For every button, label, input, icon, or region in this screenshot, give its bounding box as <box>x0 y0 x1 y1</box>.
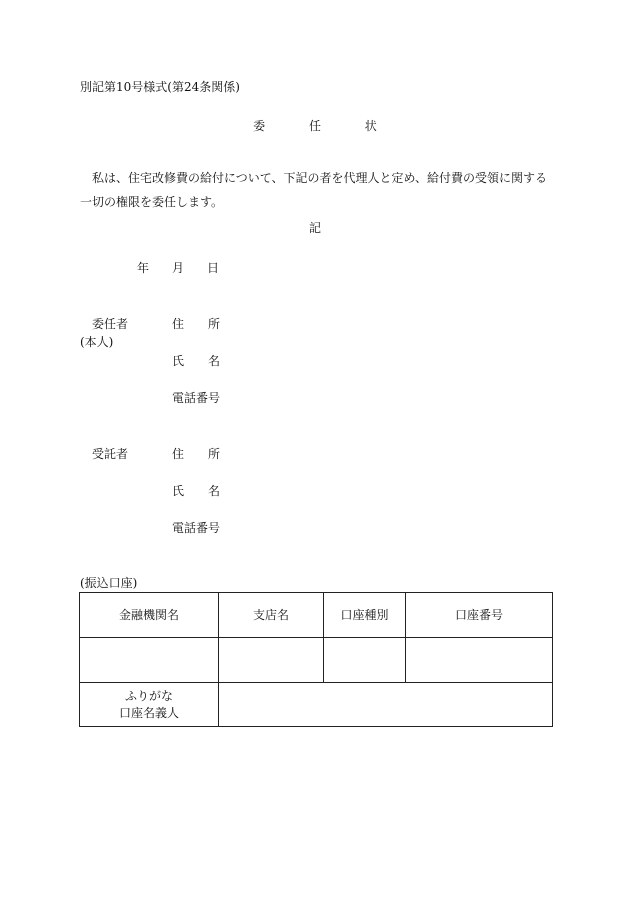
holder-name-cell[interactable] <box>219 683 553 727</box>
ki-heading: 記 <box>308 221 321 235</box>
trustee-phone-label: 電話番号 <box>172 521 221 535</box>
delegator-sublabel: (本人) <box>80 335 114 349</box>
date-day-label: 日 <box>207 261 220 275</box>
table-row <box>80 683 553 727</box>
holder-label-cell <box>80 683 219 727</box>
bank-name-cell[interactable] <box>80 638 219 683</box>
header-branch-name: 支店名 <box>219 593 324 638</box>
branch-name-cell[interactable] <box>219 638 324 683</box>
holder-furigana-label: ふりがな <box>124 688 173 703</box>
table-row <box>80 638 553 683</box>
date-month-label: 月 <box>172 261 185 275</box>
header-account-type: 口座種別 <box>324 593 406 638</box>
delegator-label: 委任者 <box>92 317 129 331</box>
trustee-label: 受託者 <box>92 447 129 461</box>
trustee-name-label: 氏 名 <box>172 484 220 498</box>
table-row <box>80 593 553 638</box>
body-text: 私は、住宅改修費の給付について、下記の者を代理人と定め、給付費の受領に関する一切の権限を委任します。 <box>80 171 548 209</box>
trustee-address-label: 住 所 <box>172 447 220 461</box>
holder-name-label: 口座名義人 <box>118 705 179 720</box>
document-title: 委 任 状 <box>253 119 397 133</box>
delegator-phone-label: 電話番号 <box>172 391 221 405</box>
account-caption: (振込口座) <box>80 576 138 590</box>
header-bank-name: 金融機関名 <box>80 593 219 638</box>
date-year-label: 年 <box>137 261 150 275</box>
delegator-address-label: 住 所 <box>172 317 220 331</box>
header-account-number: 口座番号 <box>406 593 553 638</box>
form-number: 別記第10号様式(第24条関係) <box>80 80 240 94</box>
account-table <box>79 592 553 727</box>
account-type-cell[interactable] <box>324 638 406 683</box>
delegator-name-label: 氏 名 <box>172 354 220 368</box>
account-number-cell[interactable] <box>406 638 553 683</box>
